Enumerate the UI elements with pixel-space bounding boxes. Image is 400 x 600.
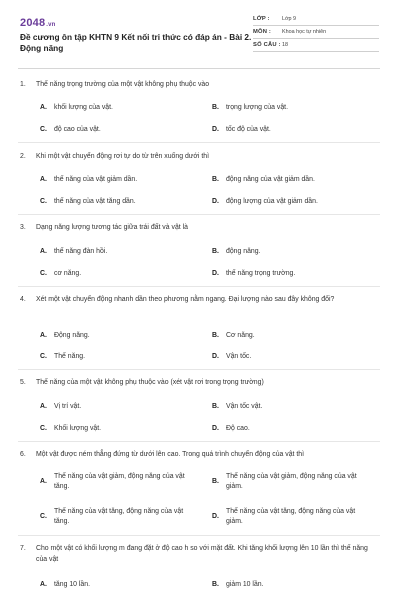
option-letter: B. bbox=[212, 176, 219, 183]
option-text: khối lượng của vật. bbox=[54, 104, 113, 111]
meta-label: LỚP : bbox=[253, 16, 270, 22]
meta-value: 18 bbox=[282, 42, 288, 48]
meta-label: SỐ CÂU : bbox=[253, 42, 281, 48]
question-7 bbox=[20, 544, 380, 565]
option-text: Động năng. bbox=[54, 332, 90, 339]
question-number: 1. bbox=[20, 81, 26, 88]
question-divider bbox=[18, 369, 380, 370]
option-letter: A. bbox=[40, 248, 47, 255]
meta-label: MÔN : bbox=[253, 29, 272, 35]
option-text: tốc độ của vật. bbox=[226, 126, 271, 133]
option-text: độ cao của vật. bbox=[54, 126, 101, 133]
option-text: Khối lượng vật. bbox=[54, 425, 102, 432]
option-letter: D. bbox=[212, 198, 219, 205]
option-text: giảm 10 lần. bbox=[226, 581, 264, 588]
option-text: thế năng của vật giảm dần. bbox=[54, 176, 138, 183]
option-letter: B. bbox=[212, 104, 219, 111]
option-text: trọng lượng của vật. bbox=[226, 104, 288, 111]
option-letter: A. bbox=[40, 332, 47, 339]
option-text: Cơ năng. bbox=[226, 332, 255, 339]
question-text: Thế năng của một vật không phụ thuộc vào (xét vật rơi trong trọng trường) bbox=[36, 379, 264, 386]
option-text: Thế năng của vật tăng, động năng của vật giảm. bbox=[226, 508, 356, 525]
option-text: Vị trí vật. bbox=[54, 403, 82, 410]
logo-text: 2048 bbox=[20, 17, 46, 29]
question-text: Thế năng trọng trường của một vật không phụ thuộc vào bbox=[36, 81, 210, 88]
question-divider bbox=[18, 142, 380, 143]
option-letter: B. bbox=[212, 403, 219, 410]
option-letter: D. bbox=[212, 270, 219, 277]
option-text: Vận tốc. bbox=[226, 353, 252, 360]
question-text: Khi một vật chuyển động rơi tự do từ trên xuống dưới thì bbox=[36, 153, 210, 160]
question-number: 3. bbox=[20, 224, 26, 231]
question-4 bbox=[20, 295, 380, 306]
question-1 bbox=[20, 80, 380, 91]
option-text: động năng của vật giảm dần. bbox=[226, 176, 315, 183]
meta-value: Khoa học tự nhiên bbox=[282, 29, 327, 35]
option-letter: D. bbox=[212, 126, 219, 133]
option-letter: A. bbox=[40, 403, 47, 410]
question-divider bbox=[18, 286, 380, 287]
site-logo[interactable] bbox=[20, 17, 56, 29]
option-letter: C. bbox=[40, 126, 47, 133]
option-text: thế năng trọng trường. bbox=[226, 270, 296, 277]
header-divider bbox=[18, 68, 380, 69]
option-text: thế năng đàn hồi. bbox=[54, 248, 108, 255]
option-text: Vận tốc vật. bbox=[226, 403, 263, 410]
option-letter: A. bbox=[40, 104, 47, 111]
option-letter: A. bbox=[40, 176, 47, 183]
option-letter: D. bbox=[212, 425, 219, 432]
question-5 bbox=[20, 378, 380, 389]
option-text: động lượng của vật giảm dần. bbox=[226, 198, 318, 205]
meta-row-class bbox=[253, 13, 379, 26]
option-text: động năng. bbox=[226, 248, 261, 255]
meta-row-count bbox=[253, 39, 379, 52]
option-letter: C. bbox=[40, 270, 47, 277]
logo-suffix: .vn bbox=[46, 22, 56, 28]
meta-value: Lớp 9 bbox=[282, 16, 297, 22]
question-text: Một vật được ném thẳng đứng từ dưới lên cao. Trong quá trình chuyển động của vật thì bbox=[36, 451, 305, 458]
option-letter: C. bbox=[40, 198, 47, 205]
option-letter: C. bbox=[40, 425, 47, 432]
option-text: Thế năng của vật giảm, động năng của vật tăng. bbox=[54, 473, 185, 490]
option-text: Độ cao. bbox=[226, 425, 250, 432]
option-letter: D. bbox=[212, 513, 219, 520]
question-divider bbox=[18, 535, 380, 536]
option-letter: B. bbox=[212, 332, 219, 339]
meta-table bbox=[253, 13, 379, 52]
option-text: tăng 10 lần. bbox=[54, 581, 91, 588]
document-title: Đề cương ôn tập KHTN 9 Kết nối tri thức có đáp án - Bài 2. Động năng bbox=[20, 32, 252, 53]
question-number: 2. bbox=[20, 153, 26, 160]
option-letter: D. bbox=[212, 353, 219, 360]
question-number: 5. bbox=[20, 379, 26, 386]
question-number: 4. bbox=[20, 296, 26, 303]
option-text: thế năng của vật tăng dần. bbox=[54, 198, 136, 205]
option-letter: A. bbox=[40, 478, 47, 485]
question-3 bbox=[20, 223, 380, 234]
meta-row-subject bbox=[253, 26, 379, 39]
question-divider bbox=[18, 214, 380, 215]
option-letter: C. bbox=[40, 353, 47, 360]
question-text: Xét một vật chuyển động nhanh dần theo phương nằm ngang. Đại lượng nào sau đây không đổi? bbox=[36, 296, 335, 303]
option-text: cơ năng. bbox=[54, 270, 82, 277]
page-header bbox=[0, 0, 400, 66]
option-letter: B. bbox=[212, 581, 219, 588]
question-number: 6. bbox=[20, 451, 26, 458]
question-number: 7. bbox=[20, 545, 26, 552]
question-2 bbox=[20, 152, 380, 163]
question-divider bbox=[18, 441, 380, 442]
question-text: Cho một vật có khối lượng m đang đặt ở độ cao h so với mặt đất. Khi tăng khối lượng lên 10 lần thì thế năng của vật bbox=[36, 545, 368, 563]
option-letter: B. bbox=[212, 478, 219, 485]
option-text: Thế năng của vật tăng, động năng của vật tăng. bbox=[54, 508, 184, 525]
option-text: Thế năng của vật giảm, động năng của vật giảm. bbox=[226, 473, 357, 490]
question-6 bbox=[20, 450, 380, 461]
option-letter: B. bbox=[212, 248, 219, 255]
option-letter: C. bbox=[40, 513, 47, 520]
option-text: Thế năng. bbox=[54, 353, 86, 360]
question-text: Dạng năng lượng tương tác giữa trái đất và vật là bbox=[36, 224, 188, 231]
option-letter: A. bbox=[40, 581, 47, 588]
